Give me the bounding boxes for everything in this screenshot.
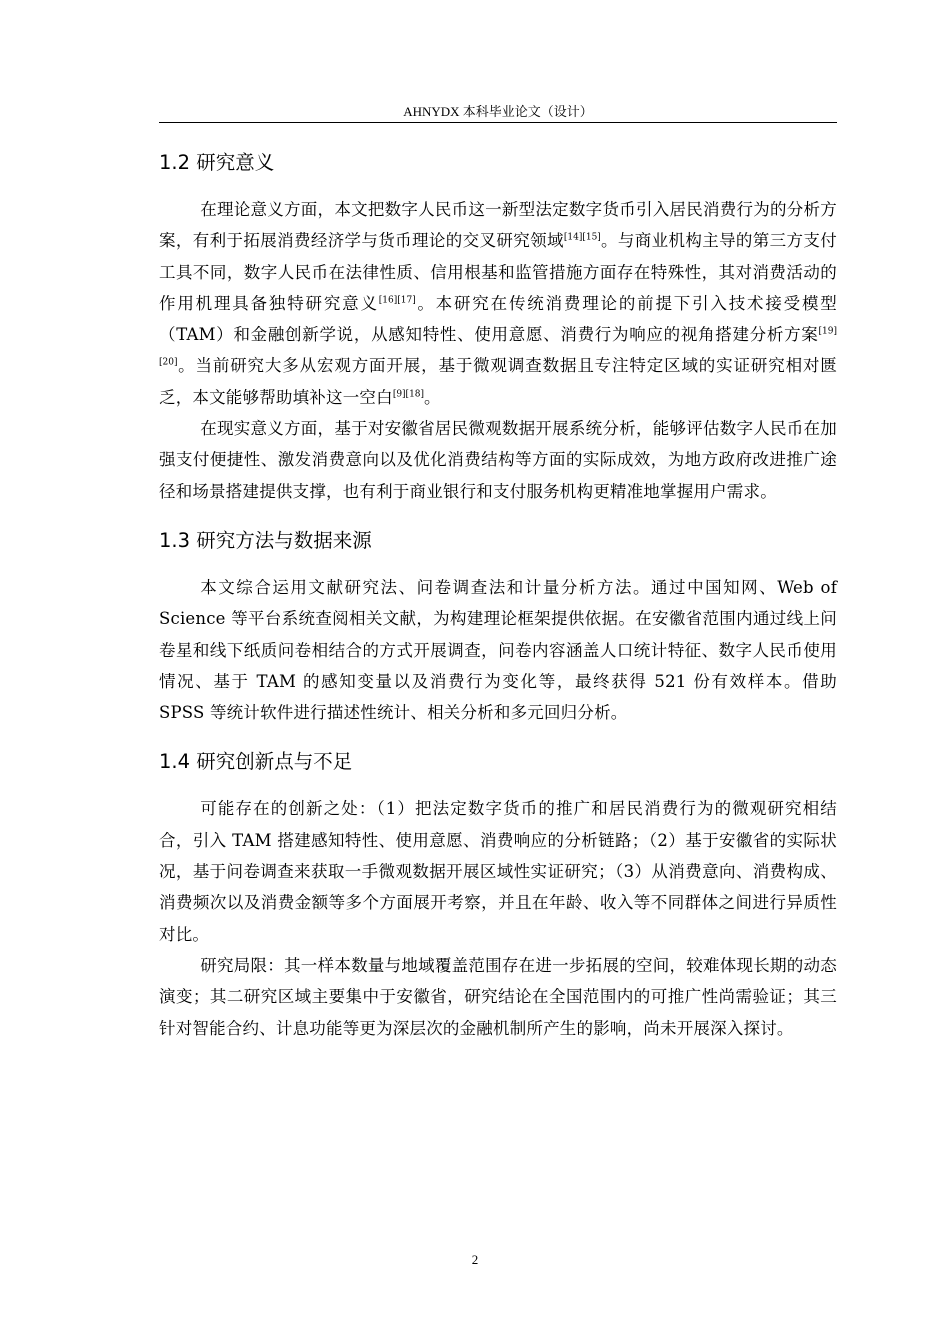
text-segment: 。 [424,387,441,407]
section-heading-1-2: 1.2 研究意义 [159,151,275,174]
citation: [16][17] [378,295,416,306]
citation: [9][18] [392,389,425,400]
page-number: 2 [471,1252,479,1267]
header-rule [159,122,837,123]
text-segment: 。当前研究大多从宏观方面开展，基于微观调查数据且专注特定区域的实证研究相对匮乏，本文能够帮助填补这一空白 [159,356,837,407]
citation: [19][20] [159,326,837,368]
text-segment: 在理论意义方面，本文把数字人民币这一新型法定数字货币引入居民消费行为的分析方案，有利于拓展消费经济学与货币理论的交叉研究领域 [159,200,837,251]
document-body [159,140,837,1044]
paragraph-practical-significance: 在现实意义方面，基于对安徽省居民微观数据开展系统分析，能够评估数字人民币在加强支付便捷性、激发消费意向以及优化消费结构等方面的实际成效，为地方政府改进推广途径和场景搭建提供支撑，也有利于商业银行和支付服务机构更精准地掌握用户需求。 [159,419,837,501]
section-heading-1-4: 1.4 研究创新点与不足 [159,750,353,774]
citation: [14][15] [563,232,601,243]
paragraph-limitations: 研究局限：其一样本数量与地域覆盖范围存在进一步拓展的空间，较难体现长期的动态演变；其二研究区域主要集中于安徽省，研究结论在全国范围内的可推广性尚需验证；其三针对智能合约、计息功能等更为深层次的金融机制所产生的影响，尚未开展深入探讨。 [159,955,837,1038]
text-segment: 。与商业机构主导的第三方支付工具不同，数字人民币在法律性质、信用根基和监管措施方面存在特殊性，其对消费活动的作用机理具备独特研究意义 [159,231,837,313]
paragraph-innovations: 可能存在的创新之处：（1）把法定数字货币的推广和居民消费行为的微观研究相结合，引入 TAM 搭建感知特性、使用意愿、消费响应的分析链路；（2）基于安徽省的实际状况，基于问卷调查来获取一手微观数据开展区域性实证研究；（3）从消费意向、消费构成、消费频次以及消费金额等多个方面展开考察，并且在年龄、收入等不同群体之间进行异质性对比。 [159,799,837,944]
text-segment: 。本研究在传统消费理论的前提下引入技术接受模型（TAM）和金融创新学说，从感知特性、使用意愿、消费行为响应的视角搭建分析方案 [159,293,837,345]
paragraph-methods: 本文综合运用文献研究法、问卷调查法和计量分析方法。通过中国知网、Web of Science 等平台系统查阅相关文献，为构建理论框架提供依据。在安徽省范围内通过线上问卷星和线下纸质问卷相结合的方式开展调查，问卷内容涵盖人口统计特征、数字人民币使用情况、基于 TAM 的感知变量以及消费行为变化等，最终获得 521 份有效样本。借助 SPSS 等统计软件进行描述性统计、相关分析和多元回归分析。 [159,577,837,723]
page-header: AHNYDX 本科毕业论文（设计） [403,104,593,119]
section-heading-1-3: 1.3 研究方法与数据来源 [159,528,372,552]
paragraph-theoretical-significance [159,194,837,413]
